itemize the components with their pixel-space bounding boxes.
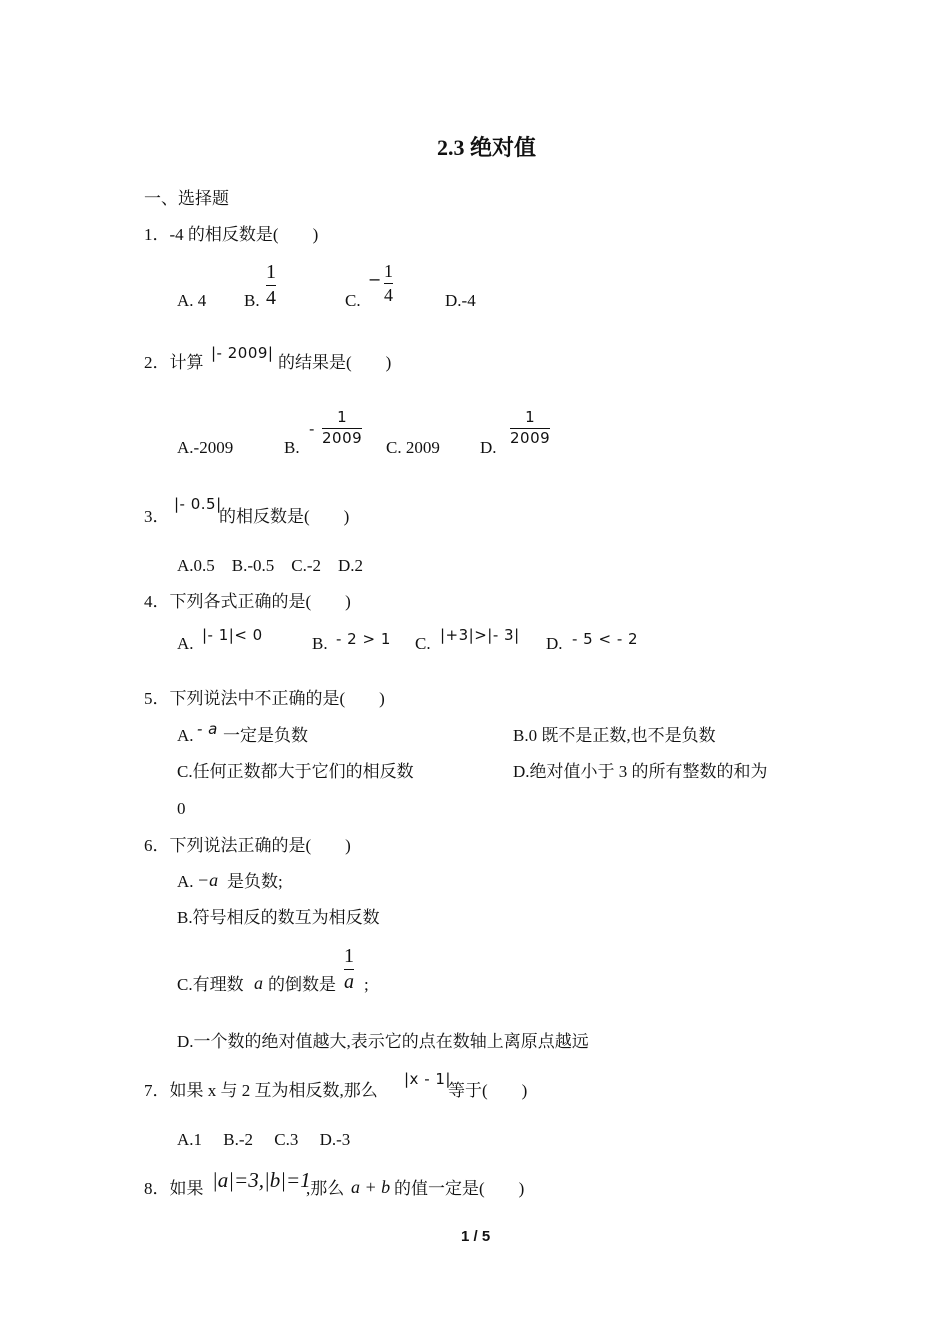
q2-number: 2．计算	[144, 353, 204, 372]
q4-c-expression: |+3|>|- 3|	[440, 626, 520, 644]
q4-option-b: B.	[312, 634, 328, 653]
q5-option-c: C.任何正数都大于它们的相反数	[177, 762, 414, 781]
q1-c-sign: −	[368, 270, 382, 289]
q2-expression: |- 2009|	[211, 344, 274, 362]
q8-stem-mid: ,那么	[306, 1179, 345, 1198]
q1-c-denominator: 4	[384, 285, 393, 305]
q4-b-expression: - 2 > 1	[336, 630, 391, 648]
q1-stem: 1．-4 的相反数是( )	[144, 225, 319, 244]
q3-tail: 的相反数是( )	[219, 507, 350, 526]
q3-options: A.0.5 B.-0.5 C.-2 D.2	[177, 556, 364, 575]
q4-a-expression: |- 1|< 0	[202, 626, 263, 644]
q1-option-c: C.	[345, 291, 361, 310]
q6-c-numerator: 1	[344, 945, 354, 967]
q7-options: A.1 B.-2 C.3 D.-3	[177, 1130, 351, 1149]
q2-b-numerator: 1	[337, 408, 348, 426]
q5-option-a-prefix: A.	[177, 726, 194, 745]
fraction-bar	[266, 285, 276, 286]
q6-option-b: B.符号相反的数互为相反数	[177, 908, 380, 927]
q1-option-a: A. 4	[177, 291, 207, 310]
q8-stem-prefix: 8．如果	[144, 1179, 204, 1198]
q4-option-c: C.	[415, 634, 431, 653]
q1-option-b: B.	[244, 291, 260, 310]
q5-option-a-variable: - a	[197, 720, 218, 738]
q6-option-c-prefix: C.有理数	[177, 975, 244, 994]
q3-expression: |- 0.5|	[174, 495, 222, 513]
page-number: 1 / 5	[461, 1228, 491, 1245]
q6-option-c-fraction	[344, 946, 354, 992]
q2-b-denominator: 2009	[322, 429, 363, 447]
q2-option-b-fraction	[322, 410, 362, 446]
q1-b-denominator: 4	[266, 287, 276, 309]
fraction-bar	[344, 969, 354, 970]
q6-option-c-text: 的倒数是	[268, 975, 336, 994]
q6-c-denominator: a	[344, 971, 354, 993]
q4-option-d: D.	[546, 634, 563, 653]
q5-option-a-text: 一定是负数	[223, 726, 308, 745]
q1-b-numerator: 1	[266, 261, 276, 283]
q2-b-sign: -	[309, 420, 315, 438]
q4-stem: 4．下列各式正确的是( )	[144, 592, 351, 611]
q3-number: 3．	[144, 507, 170, 526]
q6-option-d: D.一个数的绝对值越大,表示它的点在数轴上离原点越远	[177, 1032, 589, 1051]
q2-option-d: D.	[480, 438, 497, 457]
q4-d-expression: - 5 < - 2	[572, 630, 639, 648]
fraction-bar	[384, 283, 393, 284]
q1-option-b-fraction	[266, 262, 276, 308]
q6-option-c-variable: a	[254, 973, 263, 993]
section-heading: 一、选择题	[144, 189, 229, 208]
q6-stem: 6．下列说法正确的是( )	[144, 836, 351, 855]
q8-expression: |a|=3,|b|=1	[212, 1168, 311, 1192]
q2-option-d-fraction	[510, 410, 550, 446]
q2-d-numerator: 1	[525, 408, 536, 426]
q7-expression: |x - 1|	[404, 1070, 451, 1088]
q2-tail: 的结果是( )	[278, 353, 392, 372]
q5-option-d-continued: 0	[177, 799, 186, 818]
q6-option-c-punct: ;	[364, 975, 369, 994]
q2-d-denominator: 2009	[510, 429, 551, 447]
q2-option-b: B.	[284, 438, 300, 457]
q8-variable: a + b	[351, 1177, 391, 1197]
q6-option-a-prefix: A.	[177, 872, 194, 891]
page-title: 2.3 绝对值	[437, 135, 537, 160]
q4-option-a: A.	[177, 634, 194, 653]
q2-option-c: C. 2009	[386, 438, 440, 457]
q1-option-c-fraction	[384, 262, 393, 304]
q6-option-a-variable: −a	[197, 870, 219, 890]
q5-option-d: D.绝对值小于 3 的所有整数的和为	[513, 762, 768, 781]
q1-option-d: D.-4	[445, 291, 476, 310]
q1-c-numerator: 1	[384, 261, 393, 281]
q7-stem-suffix: 等于( )	[448, 1081, 528, 1100]
q6-option-a-text: 是负数;	[227, 872, 283, 891]
q7-stem-prefix: 7．如果 x 与 2 互为相反数,那么	[144, 1081, 378, 1100]
q5-option-b: B.0 既不是正数,也不是负数	[513, 726, 716, 745]
q5-stem: 5．下列说法中不正确的是( )	[144, 689, 385, 708]
q2-option-a: A.-2009	[177, 438, 234, 457]
q8-stem-suffix: 的值一定是( )	[394, 1179, 525, 1198]
